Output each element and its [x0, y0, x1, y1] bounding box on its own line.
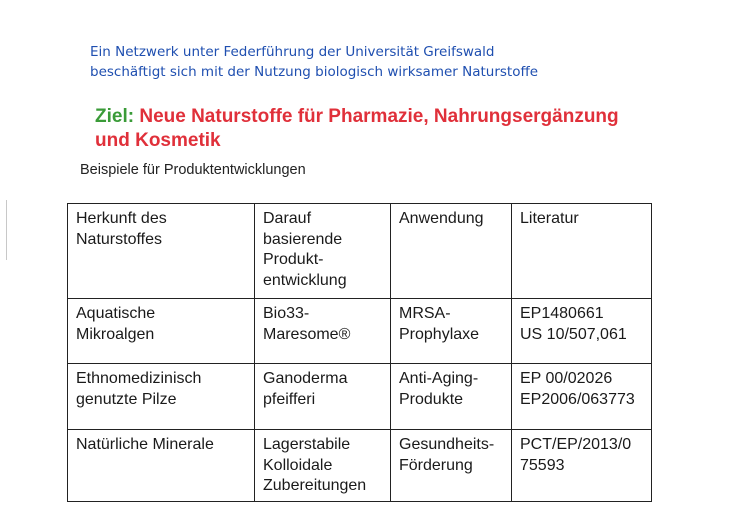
table-cell: [391, 430, 512, 502]
cell-text: Prophylaxe: [399, 325, 480, 343]
cell-text: 75593: [520, 456, 565, 474]
cell-text: Bio33-: [263, 305, 310, 322]
cell-text: Ganoderma: [263, 370, 348, 387]
cell-text: Naturstoffes: [76, 230, 162, 248]
table-cell: [512, 299, 652, 364]
cell-text: Produkt-: [263, 251, 324, 268]
table-cell: [68, 430, 255, 502]
cell-text: Literatur: [520, 210, 579, 227]
cell-text: Lagerstabile: [263, 436, 351, 453]
goal-text-2: und Kosmetik: [95, 130, 221, 151]
product-table: [67, 203, 652, 502]
cell-text: MRSA-: [399, 305, 451, 322]
goal-heading: [95, 105, 695, 153]
table-header-row: [68, 204, 652, 299]
table-cell: [391, 364, 512, 430]
cell-text: Kolloidale: [263, 456, 333, 474]
subtitle: Beispiele für Produktentwicklungen: [80, 162, 306, 178]
cell-text: EP 00/02026: [520, 370, 613, 387]
header-cell-product: [255, 204, 391, 299]
cell-text: Mikroalgen: [76, 325, 155, 343]
cell-text: Gesundheits-: [399, 436, 495, 453]
cell-text: genutzte Pilze: [76, 390, 177, 408]
table-cell: [512, 364, 652, 430]
goal-label: Ziel:: [95, 106, 135, 127]
table-cell: [68, 299, 255, 364]
header-cell-origin: [68, 204, 255, 299]
table-cell: [255, 299, 391, 364]
table-cell: [68, 364, 255, 430]
cell-text: Produkte: [399, 390, 464, 408]
table-row: [68, 364, 652, 430]
cell-text: Maresome®: [263, 325, 351, 343]
cell-text: Zubereitungen: [263, 477, 367, 494]
cell-text: Anti-Aging-: [399, 370, 479, 387]
cell-text: US 10/507,061: [520, 325, 627, 343]
cell-text: Natürliche Minerale: [76, 436, 214, 453]
cell-text: Herkunft des: [76, 210, 167, 227]
table-cell: [512, 430, 652, 502]
intro-line-2: beschäftigt sich mit der Nutzung biologisch wirksamer Naturstoffe: [90, 64, 539, 80]
cell-text: EP2006/063773: [520, 390, 635, 408]
cell-text: entwicklung: [263, 271, 347, 289]
scan-margin-line: [6, 200, 7, 260]
table-cell: [391, 299, 512, 364]
table-row: [68, 299, 652, 364]
intro-line-1: Ein Netzwerk unter Federführung der Universität Greifswald: [90, 44, 495, 60]
cell-text: EP1480661: [520, 305, 604, 322]
header-cell-literature: [512, 204, 652, 299]
header-cell-application: [391, 204, 512, 299]
intro-text: [90, 42, 690, 82]
cell-text: Darauf: [263, 210, 312, 227]
cell-text: Förderung: [399, 456, 473, 474]
goal-heading-line-1: [95, 105, 695, 129]
cell-text: Ethnomedizinisch: [76, 370, 202, 387]
cell-text: Anwendung: [399, 210, 484, 227]
goal-text-1: Neue Naturstoffe für Pharmazie, Nahrungsergänzung: [139, 106, 619, 127]
table-row: [68, 430, 652, 502]
cell-text: basierende: [263, 230, 343, 248]
cell-text: PCT/EP/2013/0: [520, 436, 632, 453]
table-cell: [255, 430, 391, 502]
cell-text: Aquatische: [76, 305, 156, 322]
cell-text: pfeifferi: [263, 390, 316, 408]
table-cell: [255, 364, 391, 430]
